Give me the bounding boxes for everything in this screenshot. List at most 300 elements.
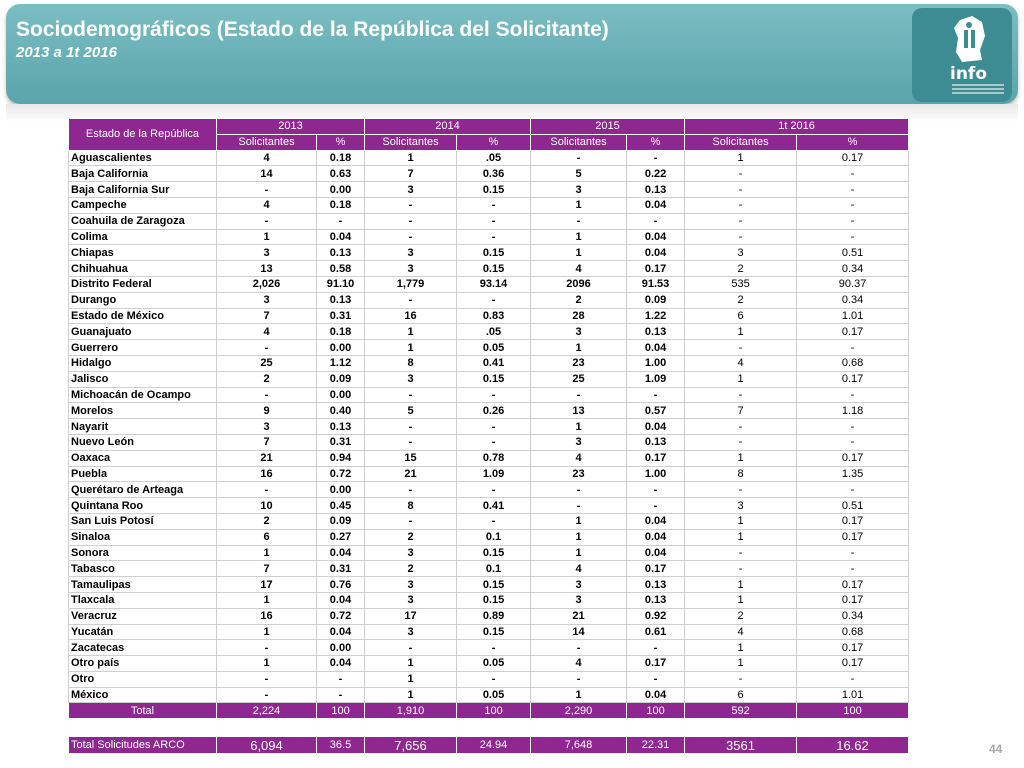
table-cell: - <box>685 387 797 403</box>
table-cell: 1.01 <box>797 308 909 324</box>
state-name: Michoacán de Ocampo <box>69 387 217 403</box>
table-cell: 13 <box>531 403 627 419</box>
table-cell: 3 <box>365 545 457 561</box>
table-cell: 0.17 <box>797 150 909 166</box>
table-cell: 0.83 <box>457 308 531 324</box>
table-cell: 3 <box>685 245 797 261</box>
table-cell: 0.09 <box>317 513 365 529</box>
table-cell: 1 <box>531 340 627 356</box>
state-name: Nayarit <box>69 419 217 435</box>
table-cell: - <box>457 292 531 308</box>
table-cell: 5 <box>531 166 627 182</box>
year-header-row <box>69 119 909 135</box>
table-cell: 1 <box>531 687 627 703</box>
table-cell: 1 <box>365 340 457 356</box>
table-cell: 1 <box>217 229 317 245</box>
table-cell: - <box>531 387 627 403</box>
table-cell: - <box>457 671 531 687</box>
arco-cell: 24.94 <box>457 737 531 754</box>
table-cell: 1 <box>531 245 627 261</box>
table-cell: 0.00 <box>317 340 365 356</box>
table-row <box>69 671 909 687</box>
table-row <box>69 656 909 672</box>
table-cell: 0.17 <box>797 577 909 593</box>
table-cell: 15 <box>365 450 457 466</box>
table-cell: - <box>457 513 531 529</box>
table-cell: 16 <box>365 308 457 324</box>
table-cell: 0.27 <box>317 529 365 545</box>
table-cell: 3 <box>685 498 797 514</box>
table-cell: - <box>457 640 531 656</box>
slide-subtitle: 2013 a 1t 2016 <box>16 44 117 61</box>
table-cell: - <box>627 213 685 229</box>
state-name: Colima <box>69 229 217 245</box>
table-cell: 0.15 <box>457 577 531 593</box>
table-cell: 0.18 <box>317 197 365 213</box>
table-cell: 3 <box>365 182 457 198</box>
table-cell: 0.72 <box>317 608 365 624</box>
table-cell: - <box>457 197 531 213</box>
table-cell: 0.05 <box>457 340 531 356</box>
table-cell: - <box>797 545 909 561</box>
table-cell: 0.09 <box>317 371 365 387</box>
table-cell: 4 <box>217 150 317 166</box>
sub-header: Solicitantes <box>365 134 457 150</box>
table-cell: - <box>457 387 531 403</box>
state-name: Puebla <box>69 466 217 482</box>
table-row <box>69 245 909 261</box>
table-cell: 1 <box>531 513 627 529</box>
table-cell: 0.00 <box>317 387 365 403</box>
total-label: Total <box>69 703 217 719</box>
table-cell: 0.34 <box>797 608 909 624</box>
state-name: Guanajuato <box>69 324 217 340</box>
table-cell: 93.14 <box>457 276 531 292</box>
table-cell: - <box>685 229 797 245</box>
state-name: Sonora <box>69 545 217 561</box>
table-cell: - <box>217 640 317 656</box>
table-cell: 1 <box>531 529 627 545</box>
emblem-icon <box>952 16 986 62</box>
table-cell: 0.04 <box>627 687 685 703</box>
table-row <box>69 355 909 371</box>
states-table-body <box>69 150 909 703</box>
states-table <box>68 118 909 719</box>
table-cell: .05 <box>457 324 531 340</box>
page-number: 44 <box>989 742 1003 756</box>
total-cell: 2,290 <box>531 703 627 719</box>
table-cell: - <box>531 150 627 166</box>
table-cell: 1 <box>685 592 797 608</box>
table-cell: - <box>627 387 685 403</box>
table-cell: 1 <box>531 197 627 213</box>
table-cell: 0.51 <box>797 498 909 514</box>
table-cell: 0.68 <box>797 624 909 640</box>
table-row <box>69 371 909 387</box>
table-cell: 0.13 <box>627 324 685 340</box>
arco-cell: 7,656 <box>365 737 457 754</box>
state-name: Otro <box>69 671 217 687</box>
table-cell: - <box>217 687 317 703</box>
table-cell: 1 <box>531 545 627 561</box>
table-cell: - <box>685 561 797 577</box>
table-cell: 0.61 <box>627 624 685 640</box>
table-row <box>69 197 909 213</box>
table-cell: - <box>317 213 365 229</box>
state-name: Zacatecas <box>69 640 217 656</box>
total-cell: 100 <box>627 703 685 719</box>
table-cell: 0.04 <box>627 529 685 545</box>
table-cell: - <box>797 482 909 498</box>
table-cell: 1 <box>685 577 797 593</box>
table-cell: 7 <box>217 434 317 450</box>
table-row <box>69 419 909 435</box>
table-cell: 1 <box>685 150 797 166</box>
table-cell: 0.76 <box>317 577 365 593</box>
table-cell: 0.94 <box>317 450 365 466</box>
table-cell: 25 <box>531 371 627 387</box>
table-cell: 4 <box>685 624 797 640</box>
table-cell: 0.17 <box>797 513 909 529</box>
table-cell: 0.22 <box>627 166 685 182</box>
table-cell: 0.31 <box>317 434 365 450</box>
table-cell: 0.41 <box>457 355 531 371</box>
table-cell: 7 <box>217 561 317 577</box>
total-cell: 100 <box>457 703 531 719</box>
total-cell: 100 <box>317 703 365 719</box>
table-cell: 0.17 <box>627 450 685 466</box>
state-name: Jalisco <box>69 371 217 387</box>
table-cell: 0.31 <box>317 561 365 577</box>
table-cell: 0.13 <box>627 577 685 593</box>
table-cell: 1.00 <box>627 466 685 482</box>
total-cell: 1,910 <box>365 703 457 719</box>
table-cell: - <box>317 671 365 687</box>
table-cell: 1 <box>685 324 797 340</box>
table-cell: - <box>797 419 909 435</box>
table-cell: 0.04 <box>627 340 685 356</box>
table-cell: 0.15 <box>457 245 531 261</box>
sub-header: % <box>317 134 365 150</box>
table-cell: 1 <box>531 419 627 435</box>
table-cell: - <box>797 213 909 229</box>
year-header-1t2016: 1t 2016 <box>685 119 909 135</box>
table-cell: 1 <box>365 656 457 672</box>
table-cell: 7 <box>217 308 317 324</box>
table-cell: 0.09 <box>627 292 685 308</box>
arco-totals-table <box>68 736 909 754</box>
table-cell: 0.36 <box>457 166 531 182</box>
table-cell: 0.1 <box>457 529 531 545</box>
table-cell: 1 <box>217 624 317 640</box>
table-cell: - <box>685 197 797 213</box>
table-cell: 3 <box>217 419 317 435</box>
table-cell: 6 <box>685 687 797 703</box>
year-header-2013: 2013 <box>217 119 365 135</box>
state-name: Durango <box>69 292 217 308</box>
table-cell: 4 <box>531 656 627 672</box>
total-cell: 2,224 <box>217 703 317 719</box>
table-cell: 1 <box>685 371 797 387</box>
state-name: Baja California Sur <box>69 182 217 198</box>
table-cell: 0.00 <box>317 182 365 198</box>
arco-cell: 16.62 <box>797 737 909 754</box>
table-cell: 3 <box>365 371 457 387</box>
table-cell: 0.04 <box>317 624 365 640</box>
table-cell: - <box>365 197 457 213</box>
table-cell: 4 <box>531 261 627 277</box>
table-cell: 1.22 <box>627 308 685 324</box>
table-cell: 0.13 <box>627 434 685 450</box>
table-cell: 3 <box>365 624 457 640</box>
table-cell: 3 <box>531 577 627 593</box>
table-row <box>69 213 909 229</box>
table-cell: 0.17 <box>797 592 909 608</box>
table-row <box>69 545 909 561</box>
table-cell: 0.41 <box>457 498 531 514</box>
table-cell: 1 <box>365 324 457 340</box>
table-cell: 0.13 <box>627 592 685 608</box>
table-row <box>69 292 909 308</box>
table-cell: 0.15 <box>457 624 531 640</box>
state-name: Veracruz <box>69 608 217 624</box>
state-name: Chiapas <box>69 245 217 261</box>
table-cell: 3 <box>217 292 317 308</box>
table-cell: - <box>365 229 457 245</box>
table-cell: 0.05 <box>457 687 531 703</box>
table-cell: - <box>531 213 627 229</box>
table-cell: - <box>457 229 531 245</box>
table-cell: 1 <box>365 671 457 687</box>
year-header-2014: 2014 <box>365 119 531 135</box>
table-cell: 3 <box>217 245 317 261</box>
table-cell: 7 <box>365 166 457 182</box>
table-cell: 0.04 <box>627 419 685 435</box>
state-name: Hidalgo <box>69 355 217 371</box>
table-cell: 6 <box>685 308 797 324</box>
table-cell: 0.57 <box>627 403 685 419</box>
table-cell: 2 <box>685 608 797 624</box>
table-cell: 535 <box>685 276 797 292</box>
state-name: Distrito Federal <box>69 276 217 292</box>
table-cell: - <box>685 340 797 356</box>
table-cell: 2 <box>365 529 457 545</box>
table-cell: 0.18 <box>317 150 365 166</box>
table-cell: - <box>365 419 457 435</box>
table-cell: 16 <box>217 608 317 624</box>
table-cell: - <box>797 671 909 687</box>
logo-caption-lines <box>952 84 1004 94</box>
table-cell: - <box>797 434 909 450</box>
table-cell: - <box>797 387 909 403</box>
table-cell: 0.00 <box>317 482 365 498</box>
state-name: Quintana Roo <box>69 498 217 514</box>
year-header-2015: 2015 <box>531 119 685 135</box>
slide-header <box>6 4 1018 104</box>
state-name: Tabasco <box>69 561 217 577</box>
table-cell: 13 <box>217 261 317 277</box>
table-cell: 3 <box>531 434 627 450</box>
table-cell: 1.00 <box>627 355 685 371</box>
state-name: Tamaulipas <box>69 577 217 593</box>
table-cell: 8 <box>365 498 457 514</box>
table-cell: 0.18 <box>317 324 365 340</box>
table-cell: 4 <box>685 355 797 371</box>
table-row <box>69 640 909 656</box>
table-cell: - <box>531 671 627 687</box>
table-cell: 0.78 <box>457 450 531 466</box>
table-cell: 0.15 <box>457 371 531 387</box>
table-cell: 21 <box>531 608 627 624</box>
table-row <box>69 229 909 245</box>
table-cell: - <box>457 419 531 435</box>
table-row <box>69 450 909 466</box>
state-name: Morelos <box>69 403 217 419</box>
state-name: Oaxaca <box>69 450 217 466</box>
table-cell: 8 <box>365 355 457 371</box>
table-cell: 2 <box>685 261 797 277</box>
table-cell: 1 <box>365 150 457 166</box>
total-cell: 100 <box>797 703 909 719</box>
sub-header: % <box>457 134 531 150</box>
table-cell: 2 <box>685 292 797 308</box>
table-cell: - <box>457 482 531 498</box>
table-cell: 0.17 <box>627 561 685 577</box>
table-cell: 0.31 <box>317 308 365 324</box>
arco-cell: 36.5 <box>317 737 365 754</box>
table-cell: 0.13 <box>317 419 365 435</box>
state-column-header: Estado de la República <box>69 119 217 151</box>
table-cell: 0.13 <box>317 292 365 308</box>
arco-cell: 22.31 <box>627 737 685 754</box>
table-row <box>69 561 909 577</box>
state-name: Chihuahua <box>69 261 217 277</box>
table-cell: 0.17 <box>797 656 909 672</box>
table-row <box>69 529 909 545</box>
table-row <box>69 324 909 340</box>
table-row <box>69 687 909 703</box>
table-cell: 1.12 <box>317 355 365 371</box>
table-cell: 0.17 <box>797 324 909 340</box>
table-cell: 0.72 <box>317 466 365 482</box>
table-cell: 0.40 <box>317 403 365 419</box>
table-cell: 1 <box>531 229 627 245</box>
table-cell: 7 <box>685 403 797 419</box>
table-cell: - <box>531 498 627 514</box>
table-cell: 1 <box>685 450 797 466</box>
table-cell: - <box>365 292 457 308</box>
table-row <box>69 182 909 198</box>
sub-header: % <box>627 134 685 150</box>
table-row <box>69 482 909 498</box>
table-cell: - <box>685 434 797 450</box>
table-cell: - <box>627 640 685 656</box>
arco-label: Total Solicitudes ARCO <box>69 737 217 754</box>
table-cell: 4 <box>531 561 627 577</box>
state-name: Nuevo León <box>69 434 217 450</box>
table-cell: 0.17 <box>627 656 685 672</box>
table-cell: - <box>531 640 627 656</box>
table-cell: 0.17 <box>797 529 909 545</box>
table-cell: 0.04 <box>627 197 685 213</box>
table-cell: - <box>317 687 365 703</box>
table-cell: - <box>627 482 685 498</box>
table-cell: 0.92 <box>627 608 685 624</box>
logo-text: info <box>950 64 988 84</box>
table-cell: 1 <box>217 592 317 608</box>
table-cell: - <box>627 150 685 166</box>
arco-row <box>69 737 909 754</box>
table-cell: 3 <box>365 577 457 593</box>
state-name: Sinaloa <box>69 529 217 545</box>
table-cell: 3 <box>365 261 457 277</box>
table-row <box>69 150 909 166</box>
table-cell: 1 <box>685 529 797 545</box>
table-cell: - <box>365 213 457 229</box>
table-cell: 3 <box>531 182 627 198</box>
table-cell: 21 <box>365 466 457 482</box>
table-cell: 0.05 <box>457 656 531 672</box>
table-cell: - <box>365 513 457 529</box>
arco-cell: 7,648 <box>531 737 627 754</box>
table-cell: 2 <box>217 371 317 387</box>
table-row <box>69 498 909 514</box>
table-cell: 2 <box>217 513 317 529</box>
table-cell: 0.13 <box>627 182 685 198</box>
infodf-logo <box>912 8 1012 102</box>
table-cell: 1.09 <box>627 371 685 387</box>
state-name: Yucatán <box>69 624 217 640</box>
total-row <box>69 703 909 719</box>
table-row <box>69 466 909 482</box>
state-name: Guerrero <box>69 340 217 356</box>
table-cell: 0.15 <box>457 182 531 198</box>
table-cell: - <box>797 166 909 182</box>
table-cell: - <box>217 340 317 356</box>
table-cell: 3 <box>531 324 627 340</box>
table-cell: - <box>627 671 685 687</box>
table-cell: 0.34 <box>797 261 909 277</box>
table-cell: - <box>217 213 317 229</box>
table-cell: 0.15 <box>457 545 531 561</box>
sub-header: % <box>797 134 909 150</box>
table-cell: 6 <box>217 529 317 545</box>
table-cell: 0.04 <box>317 229 365 245</box>
arco-cell: 6,094 <box>217 737 317 754</box>
table-cell: 2096 <box>531 276 627 292</box>
table-row <box>69 513 909 529</box>
table-cell: - <box>685 213 797 229</box>
table-cell: - <box>685 545 797 561</box>
table-cell: 90.37 <box>797 276 909 292</box>
table-cell: - <box>365 387 457 403</box>
table-cell: 2,026 <box>217 276 317 292</box>
state-name: Baja California <box>69 166 217 182</box>
table-cell: 1 <box>217 545 317 561</box>
table-row <box>69 577 909 593</box>
table-row <box>69 434 909 450</box>
table-cell: 0.04 <box>317 592 365 608</box>
table-cell: 3 <box>365 245 457 261</box>
table-cell: 8 <box>685 466 797 482</box>
table-cell: - <box>797 197 909 213</box>
table-cell: - <box>217 482 317 498</box>
table-cell: 17 <box>365 608 457 624</box>
table-cell: 9 <box>217 403 317 419</box>
table-cell: - <box>457 213 531 229</box>
table-cell: 0.04 <box>627 545 685 561</box>
table-cell: 0.04 <box>317 545 365 561</box>
